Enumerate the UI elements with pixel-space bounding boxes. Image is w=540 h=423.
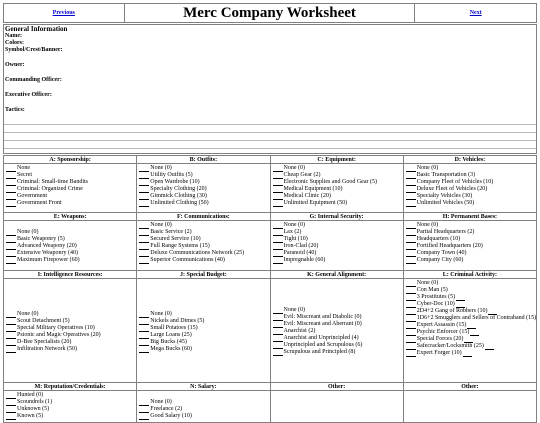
option-list [271, 279, 403, 356]
option-item[interactable] [6, 229, 136, 236]
section-title: E: Weapons: [4, 213, 136, 221]
option-label: Company Fleet of Vehicles (10) [416, 179, 494, 185]
option-item[interactable] [139, 236, 269, 243]
option-label: Unknown (5) [17, 406, 50, 412]
option-item[interactable] [406, 172, 536, 179]
grid-row [3, 155, 537, 213]
section-title: B: Outfits: [137, 156, 269, 164]
option-label: Cheap Gear (2) [283, 172, 321, 178]
grid-row [3, 271, 537, 383]
tactics-field[interactable]: Tactics: [5, 107, 25, 113]
executive-officer-field[interactable]: Executive Officer: [5, 92, 52, 98]
checkbox-blank[interactable] [139, 415, 149, 420]
option-label: None (0) [283, 165, 305, 171]
option-item[interactable] [139, 165, 269, 172]
option-label: Basic Weaponry (5) [17, 236, 65, 242]
section-b [137, 156, 270, 213]
option-label: Unlimited Clothing (50) [150, 200, 209, 206]
option-label: Basic Service (2) [150, 229, 192, 235]
option-label: Partial Headquarters (2) [416, 229, 475, 235]
option-label: 2D4+2 Gang of Robbers (10) [416, 308, 488, 314]
section-i [4, 271, 137, 383]
option-item[interactable] [6, 243, 136, 250]
option-label: Medical Equipment (10) [283, 186, 343, 192]
option-item[interactable] [6, 318, 136, 325]
option-label: Expert Assassin (15) [416, 322, 467, 328]
section-k [271, 271, 404, 383]
option-list [137, 221, 269, 264]
option-item[interactable] [406, 236, 536, 243]
section-n [137, 383, 270, 423]
option-list [271, 221, 403, 264]
option-item[interactable] [273, 349, 403, 356]
colors-field[interactable]: Colors: [5, 40, 24, 46]
option-item[interactable] [406, 257, 536, 264]
quantity-blank[interactable] [463, 352, 472, 357]
option-label: None (0) [416, 280, 439, 286]
section-title: Other: [404, 383, 536, 391]
section-title: D: Vehicles: [404, 156, 536, 164]
option-list [137, 391, 269, 420]
option-item[interactable] [273, 236, 403, 243]
section-g [271, 213, 404, 271]
option-label: Hunted (0) [17, 392, 44, 398]
option-label: Freelance (2) [150, 406, 183, 412]
option-list [4, 279, 136, 353]
checkbox-blank[interactable] [273, 259, 283, 264]
option-item[interactable] [139, 311, 269, 318]
option-item[interactable] [273, 250, 403, 257]
option-item[interactable] [6, 325, 136, 332]
option-label: Anarchist and Unprincipled (4) [283, 335, 359, 341]
option-label: Iron-Clad (20) [283, 243, 319, 249]
option-label: None (0) [150, 222, 172, 228]
option-item[interactable] [6, 257, 136, 264]
option-label: Good Salary (10) [150, 413, 192, 419]
option-label: Psychic Enforcer (15) [416, 329, 470, 335]
checkbox-blank[interactable] [6, 415, 16, 420]
option-label: Special Military Operatives (10) [17, 325, 95, 331]
option-item[interactable] [273, 186, 403, 193]
option-label: Evil: Miscreant and Aberrant (0) [283, 321, 362, 327]
section-e [4, 213, 137, 271]
option-item[interactable] [6, 413, 136, 420]
checkbox-blank[interactable] [139, 202, 149, 207]
option-label: None (0) [283, 307, 305, 313]
option-label: Open Wardrobe (10) [150, 179, 200, 185]
page-title: Merc Company Worksheet [125, 4, 416, 22]
option-label: Tight (10) [283, 236, 308, 242]
option-label: None (0) [150, 399, 172, 405]
option-label: Secured Service (10) [150, 236, 201, 242]
option-item[interactable] [273, 314, 403, 321]
section-d [404, 156, 537, 213]
option-item[interactable] [273, 193, 403, 200]
section-title: A: Sponsorship: [4, 156, 136, 164]
option-item[interactable] [139, 406, 269, 413]
checkbox-blank[interactable] [406, 202, 416, 207]
option-label: Small Potatoes (15) [150, 325, 198, 331]
option-item[interactable] [406, 280, 536, 287]
option-item[interactable] [406, 287, 536, 294]
option-item[interactable] [6, 200, 136, 207]
option-item[interactable] [6, 179, 136, 186]
grid-row [3, 383, 537, 423]
section-l [404, 271, 537, 383]
option-label: Extensive Weaponry (40) [17, 250, 79, 256]
section-title: N: Salary: [137, 383, 269, 391]
option-label: Basic Transportation (3) [416, 172, 476, 178]
option-item[interactable] [6, 392, 136, 399]
option-list [404, 164, 536, 207]
option-item[interactable] [139, 339, 269, 346]
option-list [137, 164, 269, 207]
name-field[interactable]: Name: [5, 33, 22, 39]
checkbox-blank[interactable] [6, 259, 16, 264]
option-label: Criminal: Organized Crime [17, 186, 83, 192]
option-label: Anarchist (2) [283, 328, 316, 334]
option-label: None (0) [150, 311, 172, 317]
commanding-officer-field[interactable]: Commanding Officer: [5, 77, 62, 83]
section-f [137, 213, 270, 271]
section-j [137, 271, 270, 383]
option-label: Mega Bucks (60) [150, 346, 192, 352]
option-item[interactable] [406, 322, 536, 329]
general-info-panel [3, 24, 537, 154]
previous-link[interactable]: Previous [52, 9, 75, 16]
option-item[interactable] [406, 350, 536, 357]
checkbox-blank[interactable] [6, 202, 16, 207]
option-item[interactable] [406, 329, 536, 336]
section-other-2 [404, 383, 537, 423]
option-label: Large Loans (25) [150, 332, 192, 338]
option-item[interactable] [6, 332, 136, 339]
option-item[interactable] [273, 307, 403, 314]
option-label: D-Bee Specialists (20) [17, 339, 72, 345]
option-label: Scout Detachment (5) [17, 318, 70, 324]
option-item[interactable] [139, 257, 269, 264]
header-nav [3, 3, 537, 23]
option-item[interactable] [6, 193, 136, 200]
option-item[interactable] [139, 243, 269, 250]
option-list [4, 391, 136, 420]
option-list [404, 279, 536, 357]
option-item[interactable] [406, 343, 536, 350]
option-label: 3 Prostitutes (5) [416, 294, 456, 300]
section-c [271, 156, 404, 213]
option-label: None (0) [17, 311, 39, 317]
option-item[interactable] [273, 328, 403, 335]
option-item[interactable] [273, 222, 403, 229]
option-label: None (0) [17, 229, 39, 235]
option-item[interactable] [406, 200, 536, 207]
section-title: Other: [271, 383, 403, 391]
option-label: None (0) [283, 222, 305, 228]
option-label: Utility Outfits (5) [150, 172, 193, 178]
option-item[interactable] [139, 318, 269, 325]
option-item[interactable] [406, 336, 536, 343]
option-item[interactable] [273, 165, 403, 172]
option-item[interactable] [6, 346, 136, 353]
option-item[interactable] [273, 321, 403, 328]
option-label: Full Range Systems (15) [150, 243, 210, 249]
option-item[interactable] [273, 200, 403, 207]
option-list [271, 164, 403, 207]
section-title: F: Communications: [137, 213, 269, 221]
option-label: Lax (2) [283, 229, 302, 235]
option-item[interactable] [406, 186, 536, 193]
option-label: Maximum Firepower (60) [17, 257, 80, 263]
section-other-1 [271, 383, 404, 423]
option-label: Unlimited Vehicles (50) [416, 200, 475, 206]
option-item[interactable] [406, 193, 536, 200]
option-list [4, 164, 136, 207]
checkbox-blank[interactable] [273, 202, 283, 207]
option-item[interactable] [6, 311, 136, 318]
option-item[interactable] [139, 325, 269, 332]
option-list [404, 221, 536, 264]
option-label: Con Man (5) [416, 287, 448, 293]
option-item[interactable] [139, 250, 269, 257]
section-title: L: Criminal Activity: [404, 271, 536, 279]
option-label: Infiltration Network (50) [17, 346, 77, 352]
option-label: Medical Clinic (20) [283, 193, 331, 199]
checkbox-blank[interactable] [139, 259, 149, 264]
worksheet-grid [3, 155, 537, 423]
grid-row [3, 213, 537, 271]
option-label: Electronic Supplies and Good Gear (5) [283, 179, 377, 185]
option-label: Unlimited Equipment (50) [283, 200, 348, 206]
option-item[interactable] [273, 335, 403, 342]
checkbox-blank[interactable] [6, 348, 16, 353]
option-label: Headquarters (10) [416, 236, 461, 242]
option-label: 1D6+2 Smugglers and Sellers of Contraband (15) [416, 315, 537, 321]
prev-cell [4, 4, 125, 22]
option-item[interactable] [406, 229, 536, 236]
option-label: Company City (60) [416, 257, 464, 263]
option-item[interactable] [406, 179, 536, 186]
section-title: M: Reputation/Credentials: [4, 383, 136, 391]
checkbox-blank[interactable] [406, 259, 416, 264]
option-item[interactable] [139, 200, 269, 207]
option-item[interactable] [6, 165, 136, 172]
option-item[interactable] [6, 186, 136, 193]
option-list [4, 221, 136, 264]
option-label: Government [17, 193, 47, 199]
option-item[interactable] [139, 172, 269, 179]
option-item[interactable] [6, 250, 136, 257]
option-item[interactable] [139, 222, 269, 229]
option-item[interactable] [139, 413, 269, 420]
option-label: Psionic and Magic Operatives (20) [17, 332, 101, 338]
option-label: Company Town (40) [416, 250, 467, 256]
section-h [404, 213, 537, 271]
option-item[interactable] [139, 179, 269, 186]
option-label: Specialty Vehicles (30) [416, 193, 473, 199]
section-title: G: Internal Security: [271, 213, 403, 221]
option-label: Known (5) [17, 413, 44, 419]
option-label: Criminal: Small-time Bandits [17, 179, 88, 185]
option-item[interactable] [6, 236, 136, 243]
option-list [137, 279, 269, 353]
tactics-line [4, 148, 536, 149]
checkbox-blank[interactable] [406, 352, 416, 357]
option-label: Cyber-Doc (10) [416, 301, 455, 307]
general-info-title: General Information [5, 25, 68, 33]
option-label: Deluxe Fleet of Vehicles (20) [416, 186, 488, 192]
option-label: Gimmick Clothing (30) [150, 193, 207, 199]
option-label: Government Front [17, 200, 62, 206]
option-item[interactable] [406, 315, 536, 322]
checkbox-blank[interactable] [139, 348, 149, 353]
option-item[interactable] [406, 243, 536, 250]
option-label: Specialty Clothing (20) [150, 186, 207, 192]
option-label: Scrupulous and Principled (8) [283, 349, 356, 355]
section-title: C: Equipment: [271, 156, 403, 164]
section-title: J: Special Budget: [137, 271, 269, 279]
option-item[interactable] [273, 179, 403, 186]
option-label: Paranoid (40) [283, 250, 317, 256]
checkbox-blank[interactable] [273, 351, 283, 356]
option-item[interactable] [139, 346, 269, 353]
option-label: None (0) [150, 165, 172, 171]
option-label: Big Bucks (45) [150, 339, 187, 345]
owner-field[interactable]: Owner: [5, 62, 25, 68]
option-item[interactable] [273, 342, 403, 349]
option-label: Fortified Headquarters (20) [416, 243, 483, 249]
section-title: K: General Alignment: [271, 271, 403, 279]
option-label: Special Forces (20) [416, 336, 464, 342]
option-label: Expert Forger (10) [416, 350, 462, 356]
option-item[interactable] [406, 165, 536, 172]
option-label: Deluxe Communications Network (25) [150, 250, 245, 256]
option-label: Scoundrels (1) [17, 399, 53, 405]
option-label: None [17, 165, 30, 171]
section-m [4, 383, 137, 423]
option-item[interactable] [6, 172, 136, 179]
section-title: I: Intelligence Resources: [4, 271, 136, 279]
symbol-field[interactable]: Symbol/Crest/Banner: [5, 47, 63, 53]
option-item[interactable] [406, 308, 536, 315]
quantity-blank[interactable] [485, 345, 494, 350]
option-item[interactable] [6, 339, 136, 346]
option-label: Safecracker/Locksmith (25) [416, 343, 484, 349]
option-label: Unprincipled and Scrupulous (6) [283, 342, 363, 348]
option-item[interactable] [139, 193, 269, 200]
option-label: Evil: Miscreant and Diabolic (0) [283, 314, 362, 320]
section-a [4, 156, 137, 213]
option-label: Secret [17, 172, 32, 178]
option-label: None (0) [416, 165, 439, 171]
option-item[interactable] [139, 332, 269, 339]
option-item[interactable] [139, 229, 269, 236]
option-label: Advanced Weapony (20) [17, 243, 77, 249]
option-item[interactable] [273, 257, 403, 264]
next-link[interactable]: Next [469, 9, 482, 16]
option-item[interactable] [406, 294, 536, 301]
option-item[interactable] [273, 172, 403, 179]
option-item[interactable] [406, 250, 536, 257]
option-item[interactable] [6, 406, 136, 413]
option-item[interactable] [273, 229, 403, 236]
option-label: Impregnable (60) [283, 257, 326, 263]
option-item[interactable] [139, 186, 269, 193]
option-label: None (0) [416, 222, 439, 228]
option-item[interactable] [406, 301, 536, 308]
option-label: Superior Communications (40) [150, 257, 225, 263]
option-item[interactable] [406, 222, 536, 229]
option-item[interactable] [273, 243, 403, 250]
option-label: Nickels and Dimes (5) [150, 318, 205, 324]
next-cell [415, 4, 536, 22]
section-title: H: Permanent Bases: [404, 213, 536, 221]
